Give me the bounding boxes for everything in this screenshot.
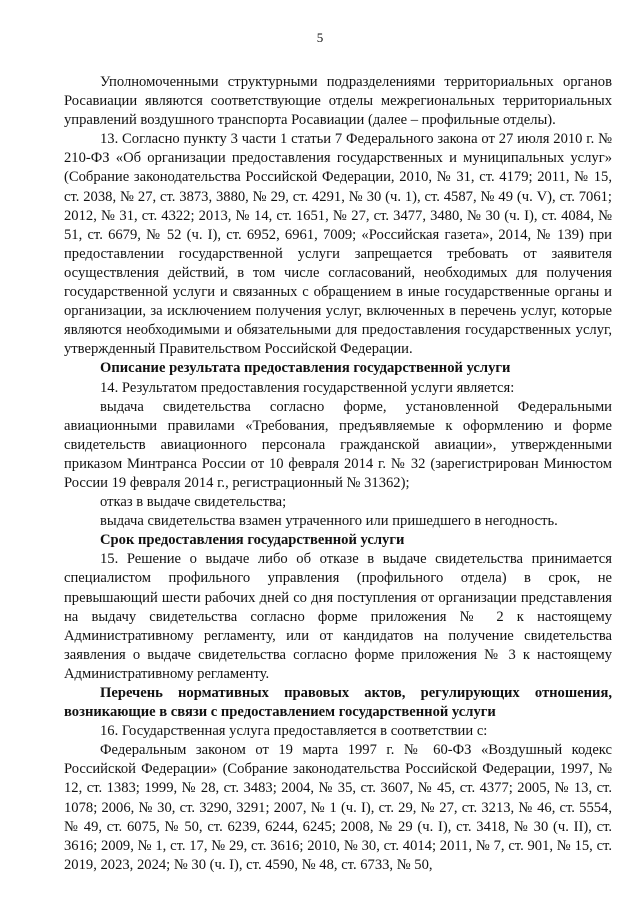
page-number: 5: [316, 30, 324, 45]
paragraph-16-air-code: Федеральным законом от 19 марта 1997 г. № 60-ФЗ «Воздушный кодекс Российской Федерации» (Собрание законодательства Российской Федерации, 1997, № 12, ст. 1383; 1999, № 28, ст. 3483; 2004, № 35, ст. 3607, № 45, ст. 4377; 2005, № 13, ст. 1078; 2006, № 30, ст. 3290, 3291; 2007, № 1 (ч. I), ст. 29, № 27, ст. 3213, № 46, ст. 5554, № 49, ст. 6075, № 50, ст. 6239, 6244, 6245; 2008, № 29 (ч. I), ст. 3418, № 30 (ч. II), ст. 3616; 2009, № 1, ст. 17, № 29, ст. 3616; 2010, № 30, ст. 4014; 2011, № 7, ст. 901, № 15, ст. 2019, 2023, 2024; № 30 (ч. I), ст. 4590, № 48, ст. 6733, № 50,: [64, 742, 612, 873]
paragraph-14: 14. Результатом предоставления государственной услуги является:: [100, 379, 515, 396]
heading-term: Срок предоставления государственной услуги: [100, 532, 405, 549]
paragraph-14-item-issue: выдача свидетельства согласно форме, установленной Федеральными авиационными правилами «Требования, предъявляемые к оформлению и форме свидетельств авиационного персонала гражданской авиации», утвержденными приказом Минтранса России от 10 февраля 2014 г. № 32 (зарегистрирован Минюстом России 19 февраля 2014 г., регистрационный № 31362);: [64, 398, 612, 491]
paragraph-14-item-refusal: отказ в выдаче свидетельства;: [100, 494, 287, 511]
paragraph-16: 16. Государственная услуга предоставляется в соответствии с:: [100, 723, 488, 740]
paragraph-intro: Уполномоченными структурными подразделениями территориальных органов Росавиации являются соответствующие отделы межрегиональных территориальных управлений воздушного транспорта Росавиации (далее – профильные отделы).: [64, 74, 612, 129]
document-body: [64, 73, 612, 875]
paragraph-15: 15. Решение о выдаче либо об отказе в выдаче свидетельства принимается специалистом профильного управления (профильного отдела) в срок, не превышающий шести рабочих дней со дня поступления от организации представления на выдачу свидетельства согласно форме приложения № 2 к настоящему Административному регламенту, или от кандидатов на получение свидетельства заявления о выдаче свидетельства согласно форме приложения № 3 к настоящему Административному регламенту.: [64, 551, 612, 682]
paragraph-13: 13. Согласно пункту 3 части 1 статьи 7 Федерального закона от 27 июля 2010 г. № 210-ФЗ «Об организации предоставления государственных и муниципальных услуг» (Собрание законодательства Российской Федерации, 2010, № 31, ст. 4179; 2011, № 15, ст. 2038, № 27, ст. 3873, 3880, № 29, ст. 4291, № 30 (ч. 1), ст. 4587, № 49 (ч. V), ст. 7061; 2012, № 31, ст. 4322; 2013, № 14, ст. 1651, № 27, ст. 3477, 3480, № 30 (ч. I), ст. 4084, № 51, ст. 6679, № 52 (ч. I), ст. 6952, 6961, 7009; «Российская газета», 2014, № 139) при предоставлении государственной услуги запрещается требовать от заявителя осуществления действий, в том числе согласований, необходимых для получения государственной услуги и связанных с обращением в иные государственные органы и организации, за исключением получения услуг, включенных в перечень услуг, которые являются необходимыми и обязательными для предоставления государственных услуг, утвержденный Правительством Российской Федерации.: [64, 131, 612, 358]
paragraph-14-item-replacement: выдача свидетельства взамен утраченного или пришедшего в негодность.: [100, 513, 558, 530]
heading-result: Описание результата предоставления государственной услуги: [100, 360, 511, 377]
heading-legal-acts: Перечень нормативных правовых актов, регулирующих отношения, возникающие в связи с предоставлением государственной услуги: [64, 685, 612, 721]
